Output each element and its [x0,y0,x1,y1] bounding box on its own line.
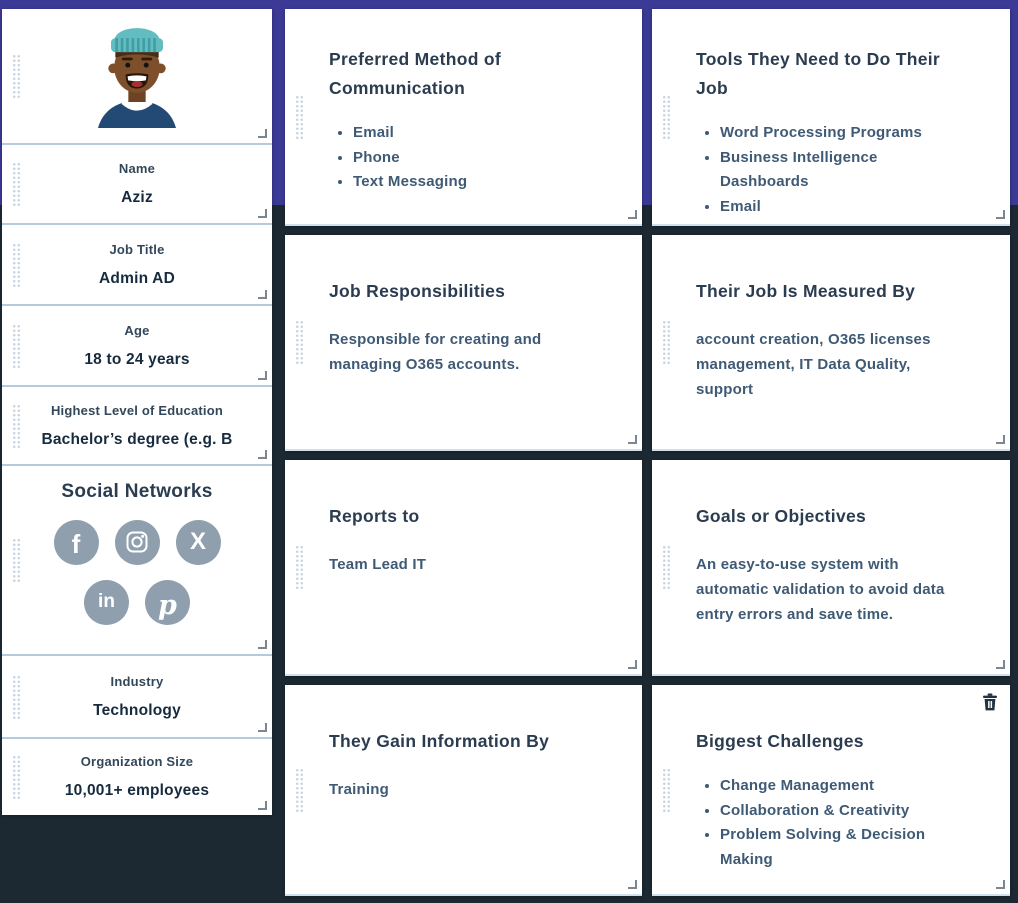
list-item: • Text Messaging [353,170,598,195]
linkedin-glyph: in [98,591,115,612]
card-title: Reports to [329,506,420,526]
field-card-job-title[interactable] [2,225,272,306]
card-title: They Gain Information By [329,731,550,751]
facebook-icon[interactable] [54,520,99,565]
pinterest-icon[interactable] [145,580,190,625]
resize-handle-icon[interactable] [996,880,1005,889]
field-label: Highest Level of Education [50,402,224,418]
drag-handle-icon[interactable] [12,404,21,448]
card-text: Training [329,781,389,798]
field-value: Aziz [121,189,153,206]
field-value: Bachelor’s degree (e.g. B [41,430,233,448]
drag-handle-icon[interactable] [12,324,21,368]
card-title: Job Responsibilities [329,281,506,301]
resize-handle-icon[interactable] [258,801,267,810]
resize-handle-icon[interactable] [258,209,267,218]
field-card-name[interactable] [2,145,272,225]
card-tools-needed[interactable] [652,9,1010,226]
list-item: • Change Management [720,774,966,799]
field-card-education[interactable] [2,387,272,466]
resize-handle-icon[interactable] [628,210,637,219]
card-preferred-communication[interactable] [285,9,642,226]
resize-handle-icon[interactable] [628,880,637,889]
field-label: Age [124,322,150,338]
avatar-card[interactable] [2,9,272,145]
resize-handle-icon[interactable] [258,723,267,732]
field-value: Admin AD [99,269,175,287]
card-title: Tools They Need to Do Their Job [696,49,941,98]
instagram-glyph [125,530,149,554]
list-item: • Collaboration & Creativity [720,799,966,824]
card-list [696,774,966,872]
field-label: Job Title [109,241,165,257]
drag-handle-icon[interactable] [662,768,671,812]
trash-icon [982,693,998,711]
list-item: • Business Intelligence Dashboards [720,146,966,195]
pinterest-glyph: p [158,589,177,621]
card-title: Biggest Challenges [696,731,864,751]
list-item: • Word Processing Programs [720,121,966,146]
resize-handle-icon[interactable] [258,129,267,138]
drag-handle-icon[interactable] [295,768,304,812]
drag-handle-icon[interactable] [12,162,21,206]
resize-handle-icon[interactable] [628,435,637,444]
x-glyph: X [189,528,206,555]
card-text: An easy-to-use system with automatic validation to avoid data entry errors and save time. [696,556,945,623]
drag-handle-icon[interactable] [662,545,671,589]
persona-sidebar [2,9,272,815]
field-label: Name [118,161,156,176]
field-value: 10,001+ employees [64,782,210,799]
resize-handle-icon[interactable] [258,290,267,299]
resize-handle-icon[interactable] [258,450,267,459]
field-label: Organization Size [80,754,194,769]
drag-handle-icon[interactable] [12,755,21,799]
field-label: Industry [110,673,164,689]
linkedin-icon[interactable] [84,580,129,625]
drag-handle-icon[interactable] [295,320,304,364]
card-text: account creation, O365 licenses management, IT Data Quality, support [696,331,931,398]
resize-handle-icon[interactable] [258,371,267,380]
card-title: Their Job Is Measured By [696,281,916,301]
field-card-industry[interactable] [2,656,272,739]
persona-card-grid [285,9,1010,896]
card-title: Preferred Method of Communication [329,49,501,98]
card-list [696,121,966,219]
drag-handle-icon[interactable] [12,54,21,98]
card-text: Team Lead IT [329,556,427,573]
resize-handle-icon[interactable] [996,435,1005,444]
social-networks-title: Social Networks [61,480,213,502]
delete-card-button[interactable] [982,693,998,711]
resize-handle-icon[interactable] [996,210,1005,219]
resize-handle-icon[interactable] [628,660,637,669]
x-icon[interactable] [176,520,221,565]
card-list [329,121,598,195]
field-value: Technology [93,701,181,719]
card-biggest-challenges[interactable] [652,685,1010,896]
drag-handle-icon[interactable] [12,243,21,287]
card-text: Responsible for creating and managing O365 accounts. [329,331,542,373]
drag-handle-icon[interactable] [662,320,671,364]
resize-handle-icon[interactable] [996,660,1005,669]
drag-handle-icon[interactable] [662,95,671,139]
field-value: 18 to 24 years [84,350,190,368]
resize-handle-icon[interactable] [258,640,267,649]
instagram-icon[interactable] [115,520,160,565]
social-networks-card[interactable] [2,466,272,656]
field-card-organization-size[interactable] [2,739,272,815]
drag-handle-icon[interactable] [12,538,21,582]
card-title: Goals or Objectives [696,506,867,526]
card-job-measured-by[interactable] [652,235,1010,451]
list-item: • Email [720,195,966,220]
list-item: • Email [353,121,598,146]
list-item: • Phone [353,146,598,171]
drag-handle-icon[interactable] [295,95,304,139]
drag-handle-icon[interactable] [12,675,21,719]
persona-avatar [88,24,186,128]
card-gain-information-by[interactable] [285,685,642,896]
card-goals-objectives[interactable] [652,460,1010,676]
drag-handle-icon[interactable] [295,545,304,589]
card-job-responsibilities[interactable] [285,235,642,451]
facebook-glyph: f [71,529,81,559]
card-reports-to[interactable] [285,460,642,676]
list-item: • Problem Solving & Decision Making [720,823,966,872]
field-card-age[interactable] [2,306,272,387]
